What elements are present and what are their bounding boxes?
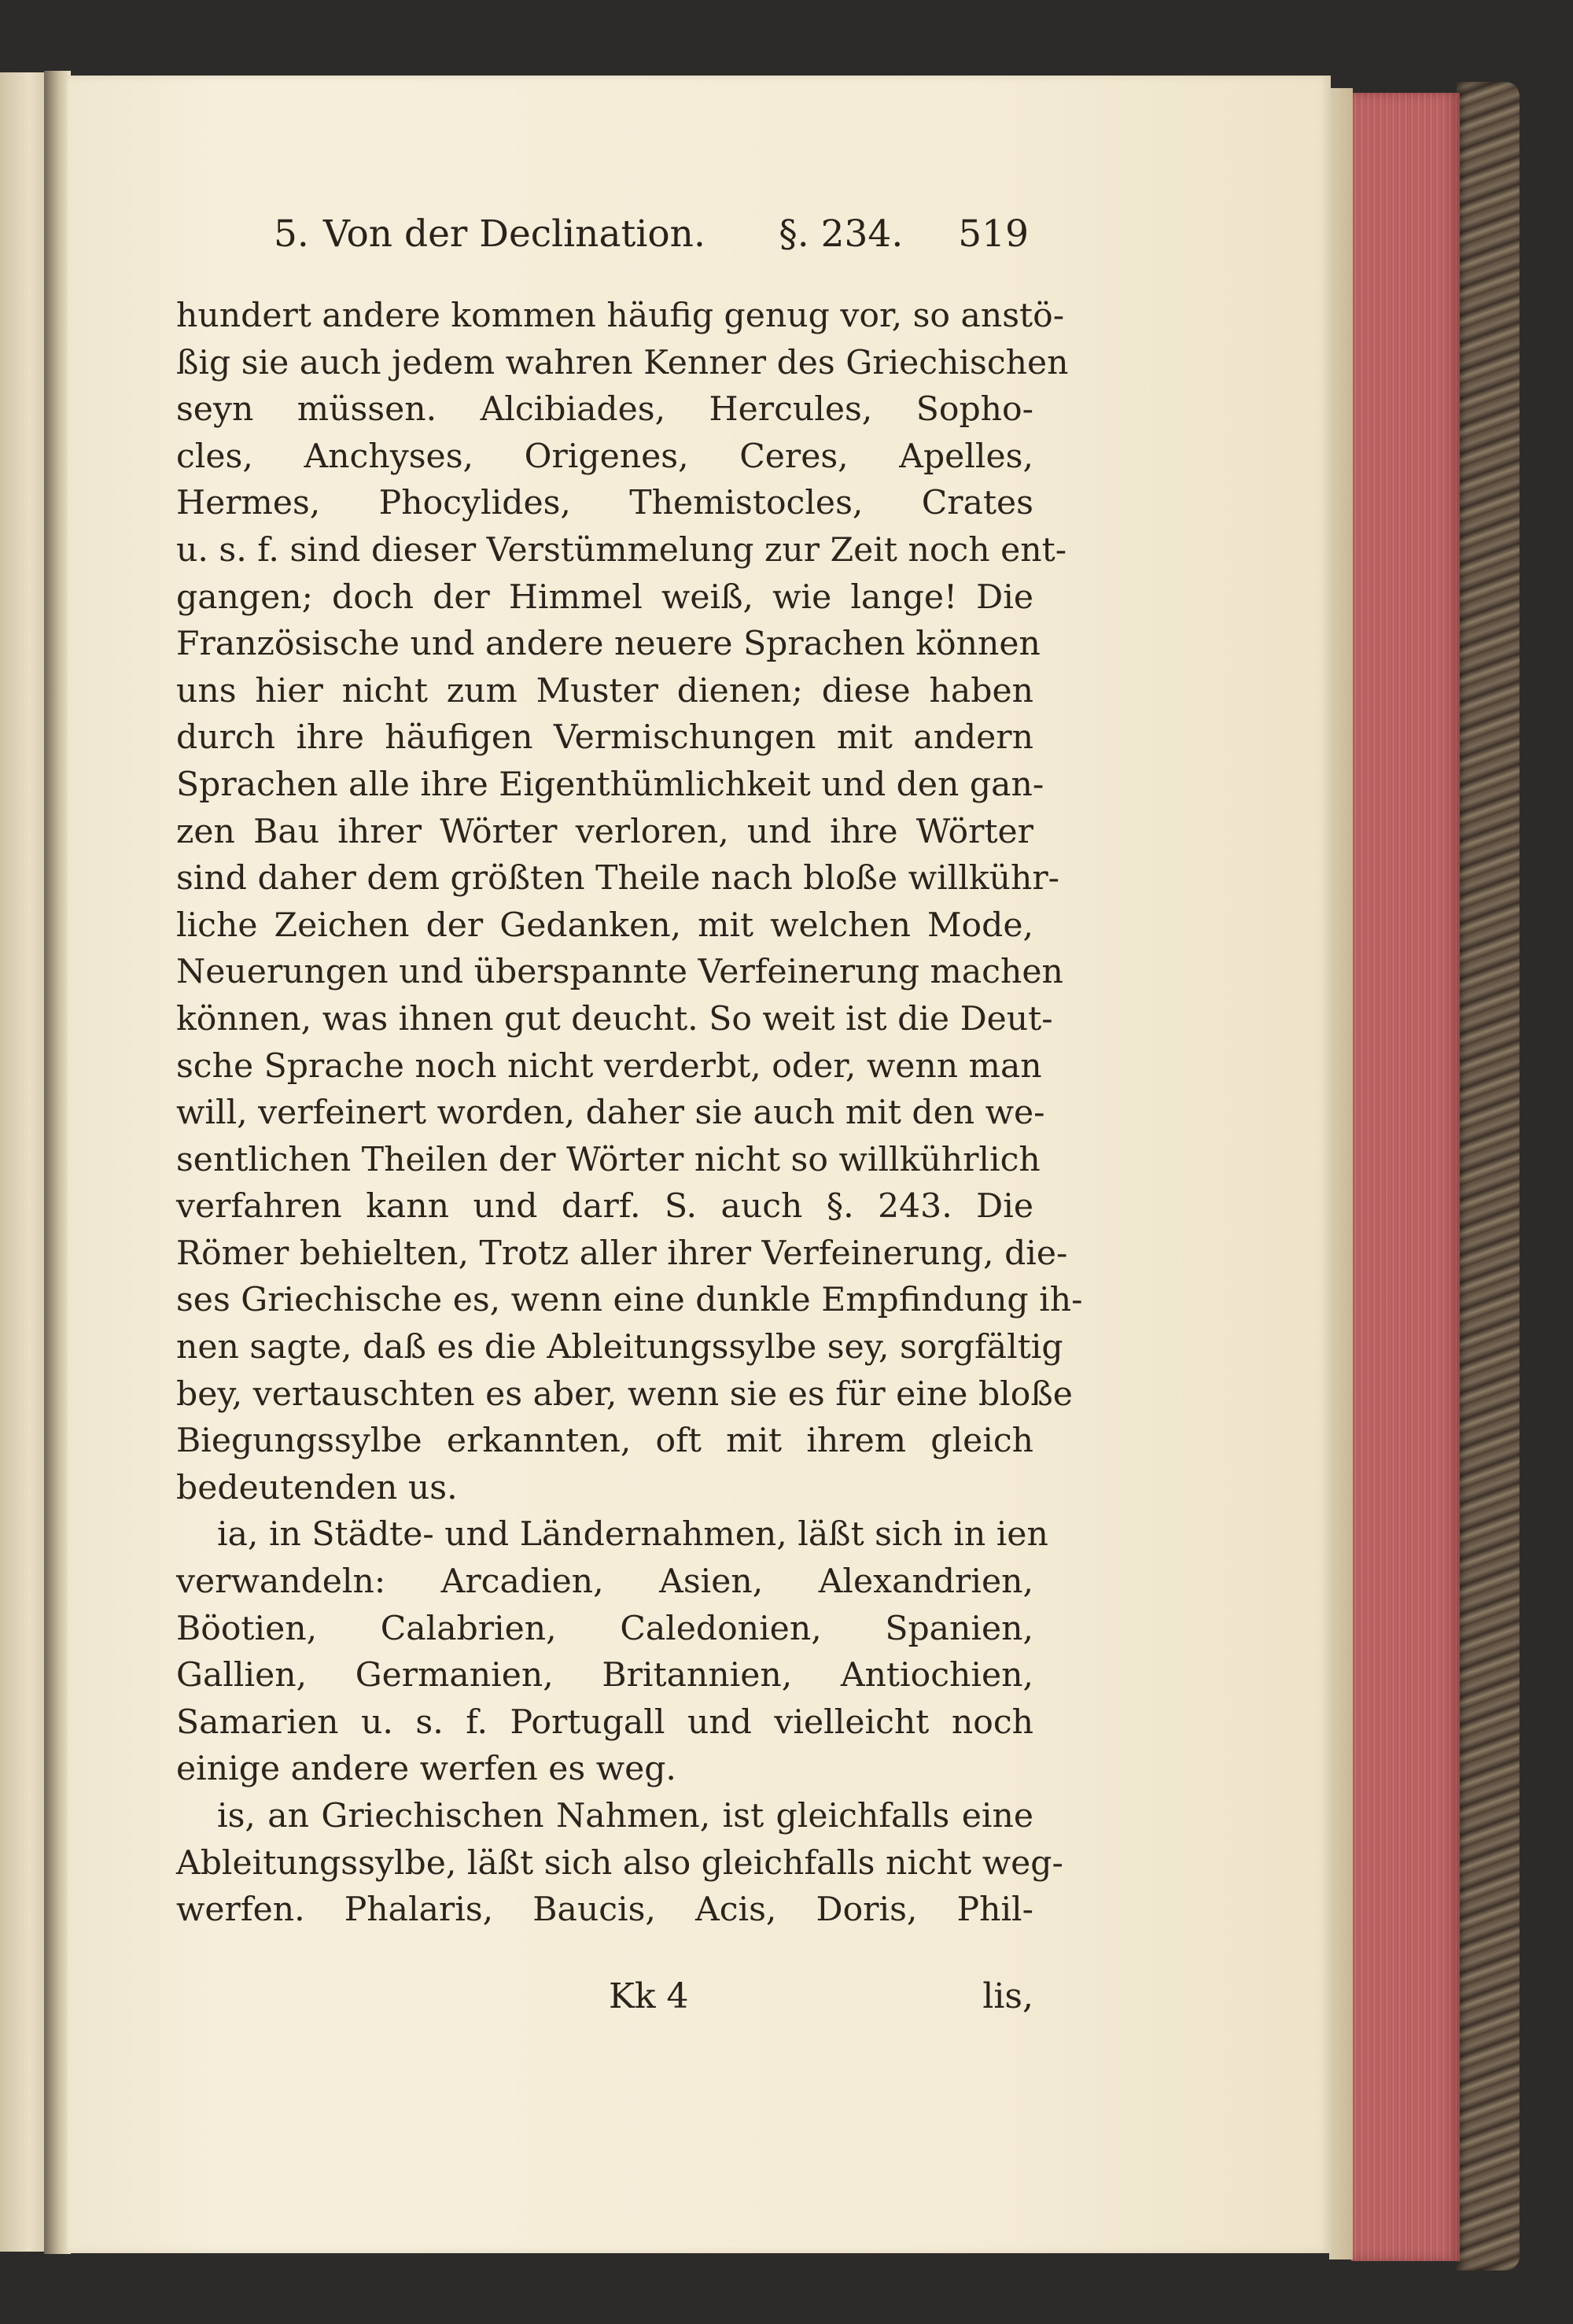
text-line: liche Zeichen der Gedanken, mit welchen Mode, — [176, 906, 1033, 945]
text-line: Hermes, Phocylides, Themistocles, Crates — [176, 484, 1033, 523]
text-line: gangen; doch der Himmel weiß, wie lange! Die — [176, 577, 1033, 617]
red-page-edges — [1351, 93, 1460, 2261]
text-line: Böotien, Calabrien, Caledonien, Spanien, — [176, 1609, 1033, 1648]
chapter-title: Von der Declination. — [322, 212, 705, 256]
text-line: cles, Anchyses, Origenes, Ceres, Apelles, — [176, 437, 1033, 476]
running-header — [274, 206, 1029, 261]
paragraph-start-line: ia, in Städte- und Ländernahmen, läßt sich in ien — [217, 1515, 1048, 1555]
body-text — [176, 293, 1083, 1934]
catchword: lis, — [982, 1976, 1033, 2016]
text-line: sche Sprache noch nicht verderbt, oder, wenn man — [176, 1046, 1042, 1086]
section-number: §. 234. — [779, 212, 904, 256]
text-line: Biegungssylbe erkannten, oft mit ihrem gleich — [176, 1422, 1033, 1461]
text-line: bedeutenden us. — [176, 1468, 458, 1507]
text-line: Gallien, Germanien, Britannien, Antiochien, — [176, 1656, 1033, 1695]
text-line: sind daher dem größten Theile nach bloße willkühr- — [176, 859, 1060, 898]
text-line: einige andere werfen es weg. — [176, 1750, 676, 1789]
text-line: u. s. f. sind dieser Verstümmelung zur Zeit noch ent- — [176, 530, 1067, 570]
text-line: zen Bau ihrer Wörter verloren, und ihre Wörter — [176, 812, 1033, 851]
book-gutter — [44, 71, 71, 2254]
text-line: können, was ihnen gut deucht. So weit ist die Deut- — [176, 999, 1053, 1038]
page-footer — [176, 1976, 1033, 2027]
text-line: durch ihre häufigen Vermischungen mit andern — [176, 718, 1033, 758]
text-line: nen sagte, daß es die Ableitungssylbe sey, sorgfältig — [176, 1328, 1063, 1367]
text-line: will, verfeinert worden, daher sie auch mit den we- — [176, 1094, 1045, 1133]
text-line: Samarien u. s. f. Portugall und vielleicht noch — [176, 1702, 1033, 1742]
signature-mark: Kk 4 — [609, 1976, 689, 2016]
text-line: sentlichen Theilen der Wörter nicht so willkührlich — [176, 1140, 1041, 1179]
text-line: Neuerungen und überspannte Verfeinerung machen — [176, 953, 1063, 992]
page-number: 519 — [958, 212, 1029, 256]
chapter-number: 5. — [274, 212, 309, 256]
text-line: seyn müssen. Alcibiades, Hercules, Sopho- — [176, 390, 1033, 430]
text-line: Sprachen alle ihre Eigenthümlichkeit und den gan- — [176, 765, 1044, 804]
paragraph-start-line: is, an Griechischen Nahmen, ist gleichfalls eine — [217, 1797, 1033, 1835]
text-line: uns hier nicht zum Muster dienen; diese haben — [176, 671, 1033, 710]
page-margin-edge — [1329, 88, 1353, 2259]
text-line: werfen. Phalaris, Baucis, Acis, Doris, Phil- — [176, 1891, 1033, 1930]
text-line: ses Griechische es, wenn eine dunkle Empfindung ih- — [176, 1281, 1083, 1320]
text-line: Ableitungssylbe, läßt sich also gleichfalls nicht weg- — [176, 1843, 1063, 1883]
text-line: Römer behielten, Trotz aller ihrer Verfeinerung, die- — [176, 1234, 1068, 1273]
marbled-cover — [1457, 82, 1520, 2271]
text-line: Französische und andere neuere Sprachen können — [176, 625, 1041, 664]
text-line: hundert andere kommen häufig genug vor, so anstö- — [176, 297, 1065, 335]
text-line: ßig sie auch jedem wahren Kenner des Griechischen — [176, 343, 1069, 382]
text-line: verwandeln: Arcadien, Asien, Alexandrien, — [176, 1562, 1033, 1602]
text-line: verfahren kann und darf. S. auch §. 243. Die — [176, 1187, 1033, 1227]
text-line: bey, vertauschten es aber, wenn sie es für eine bloße — [176, 1374, 1073, 1414]
left-page-edge — [0, 72, 49, 2252]
